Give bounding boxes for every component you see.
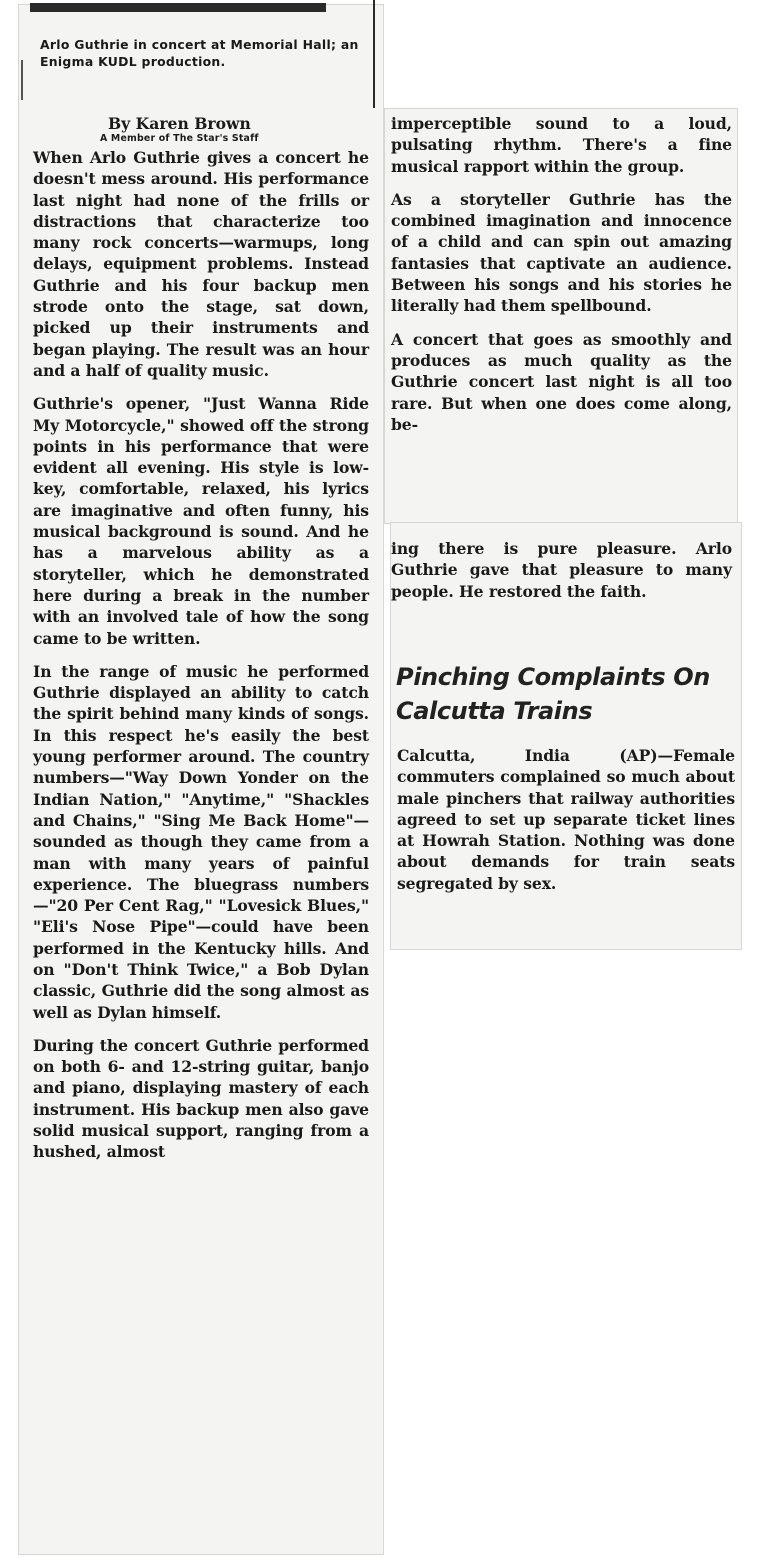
- staff-line: A Member of The Star's Staff: [100, 133, 259, 144]
- margin-mark: [21, 60, 23, 100]
- review-column-left: [33, 147, 369, 1163]
- top-rule: [30, 3, 326, 12]
- byline: By Karen Brown: [108, 114, 251, 133]
- sidebar-story: [397, 745, 735, 894]
- credit-line: Arlo Guthrie in concert at Memorial Hall; an Enigma KUDL production.: [40, 37, 359, 69]
- sidebar-headline: Pinching Complaints On Calcutta Trains: [396, 663, 710, 725]
- review-paragraph-2: Guthrie's opener, "Just Wanna Ride My Motorcycle," showed off the strong points in his performance that were evident all evening. His style is low-key, comfortable, relaxed, his lyrics are imaginative and often funny, his musical background is sound. And he has a marvelous ability as a storyteller, which he demonstrated here during a break in the number with an involved tale of how the song came to be written.: [33, 394, 369, 648]
- review-paragraph-4: During the concert Guthrie performed on both 6- and 12-string guitar, banjo and piano, displaying mastery of each instrument. His backup men also gave solid musical support, ranging from a hushed, almost: [33, 1035, 369, 1162]
- sidebar-body: Calcutta, India (AP)—Female commuters complained so much about male pinchers that railway authorities agreed to set up separate ticket lines at Howrah Station. Nothing was done about demands for train seats segregated by sex.: [397, 746, 735, 893]
- review-ending: [391, 538, 732, 602]
- review-continued-3: A concert that goes as smoothly and produces as much quality as the Guthrie concert last night is all too rare. But when one does come along, be-: [391, 329, 732, 434]
- column-rule: [373, 0, 375, 108]
- review-paragraph-3: In the range of music he performed Guthrie displayed an ability to catch the spirit behind many kinds of songs. In this respect he's easily the best young performer around. The country numbers—"Way Down Yonder on the Indian Nation," "Anytime," "Shackles and Chains," "Sing Me Back Home"—sounded as though they came from a man with many years of painful experience. The bluegrass numbers—"20 Per Cent Rag," "Lovesick Blues," "Eli's Nose Pipe"—could have been performed in the Kentucky hills. And on "Don't Think Twice," a Bob Dylan classic, Guthrie did the song almost as well as Dylan himself.: [33, 661, 369, 1022]
- review-ending-paragraph: ing there is pure pleasure. Arlo Guthrie gave that pleasure to many people. He restored the faith.: [391, 539, 732, 601]
- review-paragraph-1: When Arlo Guthrie gives a concert he doesn't mess around. His performance last night had none of the frills or distractions that characterize too many rock concerts—warmups, long delays, equipment problems. Instead Guthrie and his four backup men strode onto the stage, sat down, picked up their instruments and began playing. The result was an hour and a half of quality music.: [33, 148, 369, 380]
- review-column-right: [391, 113, 732, 435]
- review-continued-1: imperceptible sound to a loud, pulsating rhythm. There's a fine musical rapport within the group.: [391, 114, 732, 176]
- review-continued-2: As a storyteller Guthrie has the combined imagination and innocence of a child and can spin out amazing fantasies that captivate an audience. Between his songs and his stories he literally had them spellbound.: [391, 189, 732, 316]
